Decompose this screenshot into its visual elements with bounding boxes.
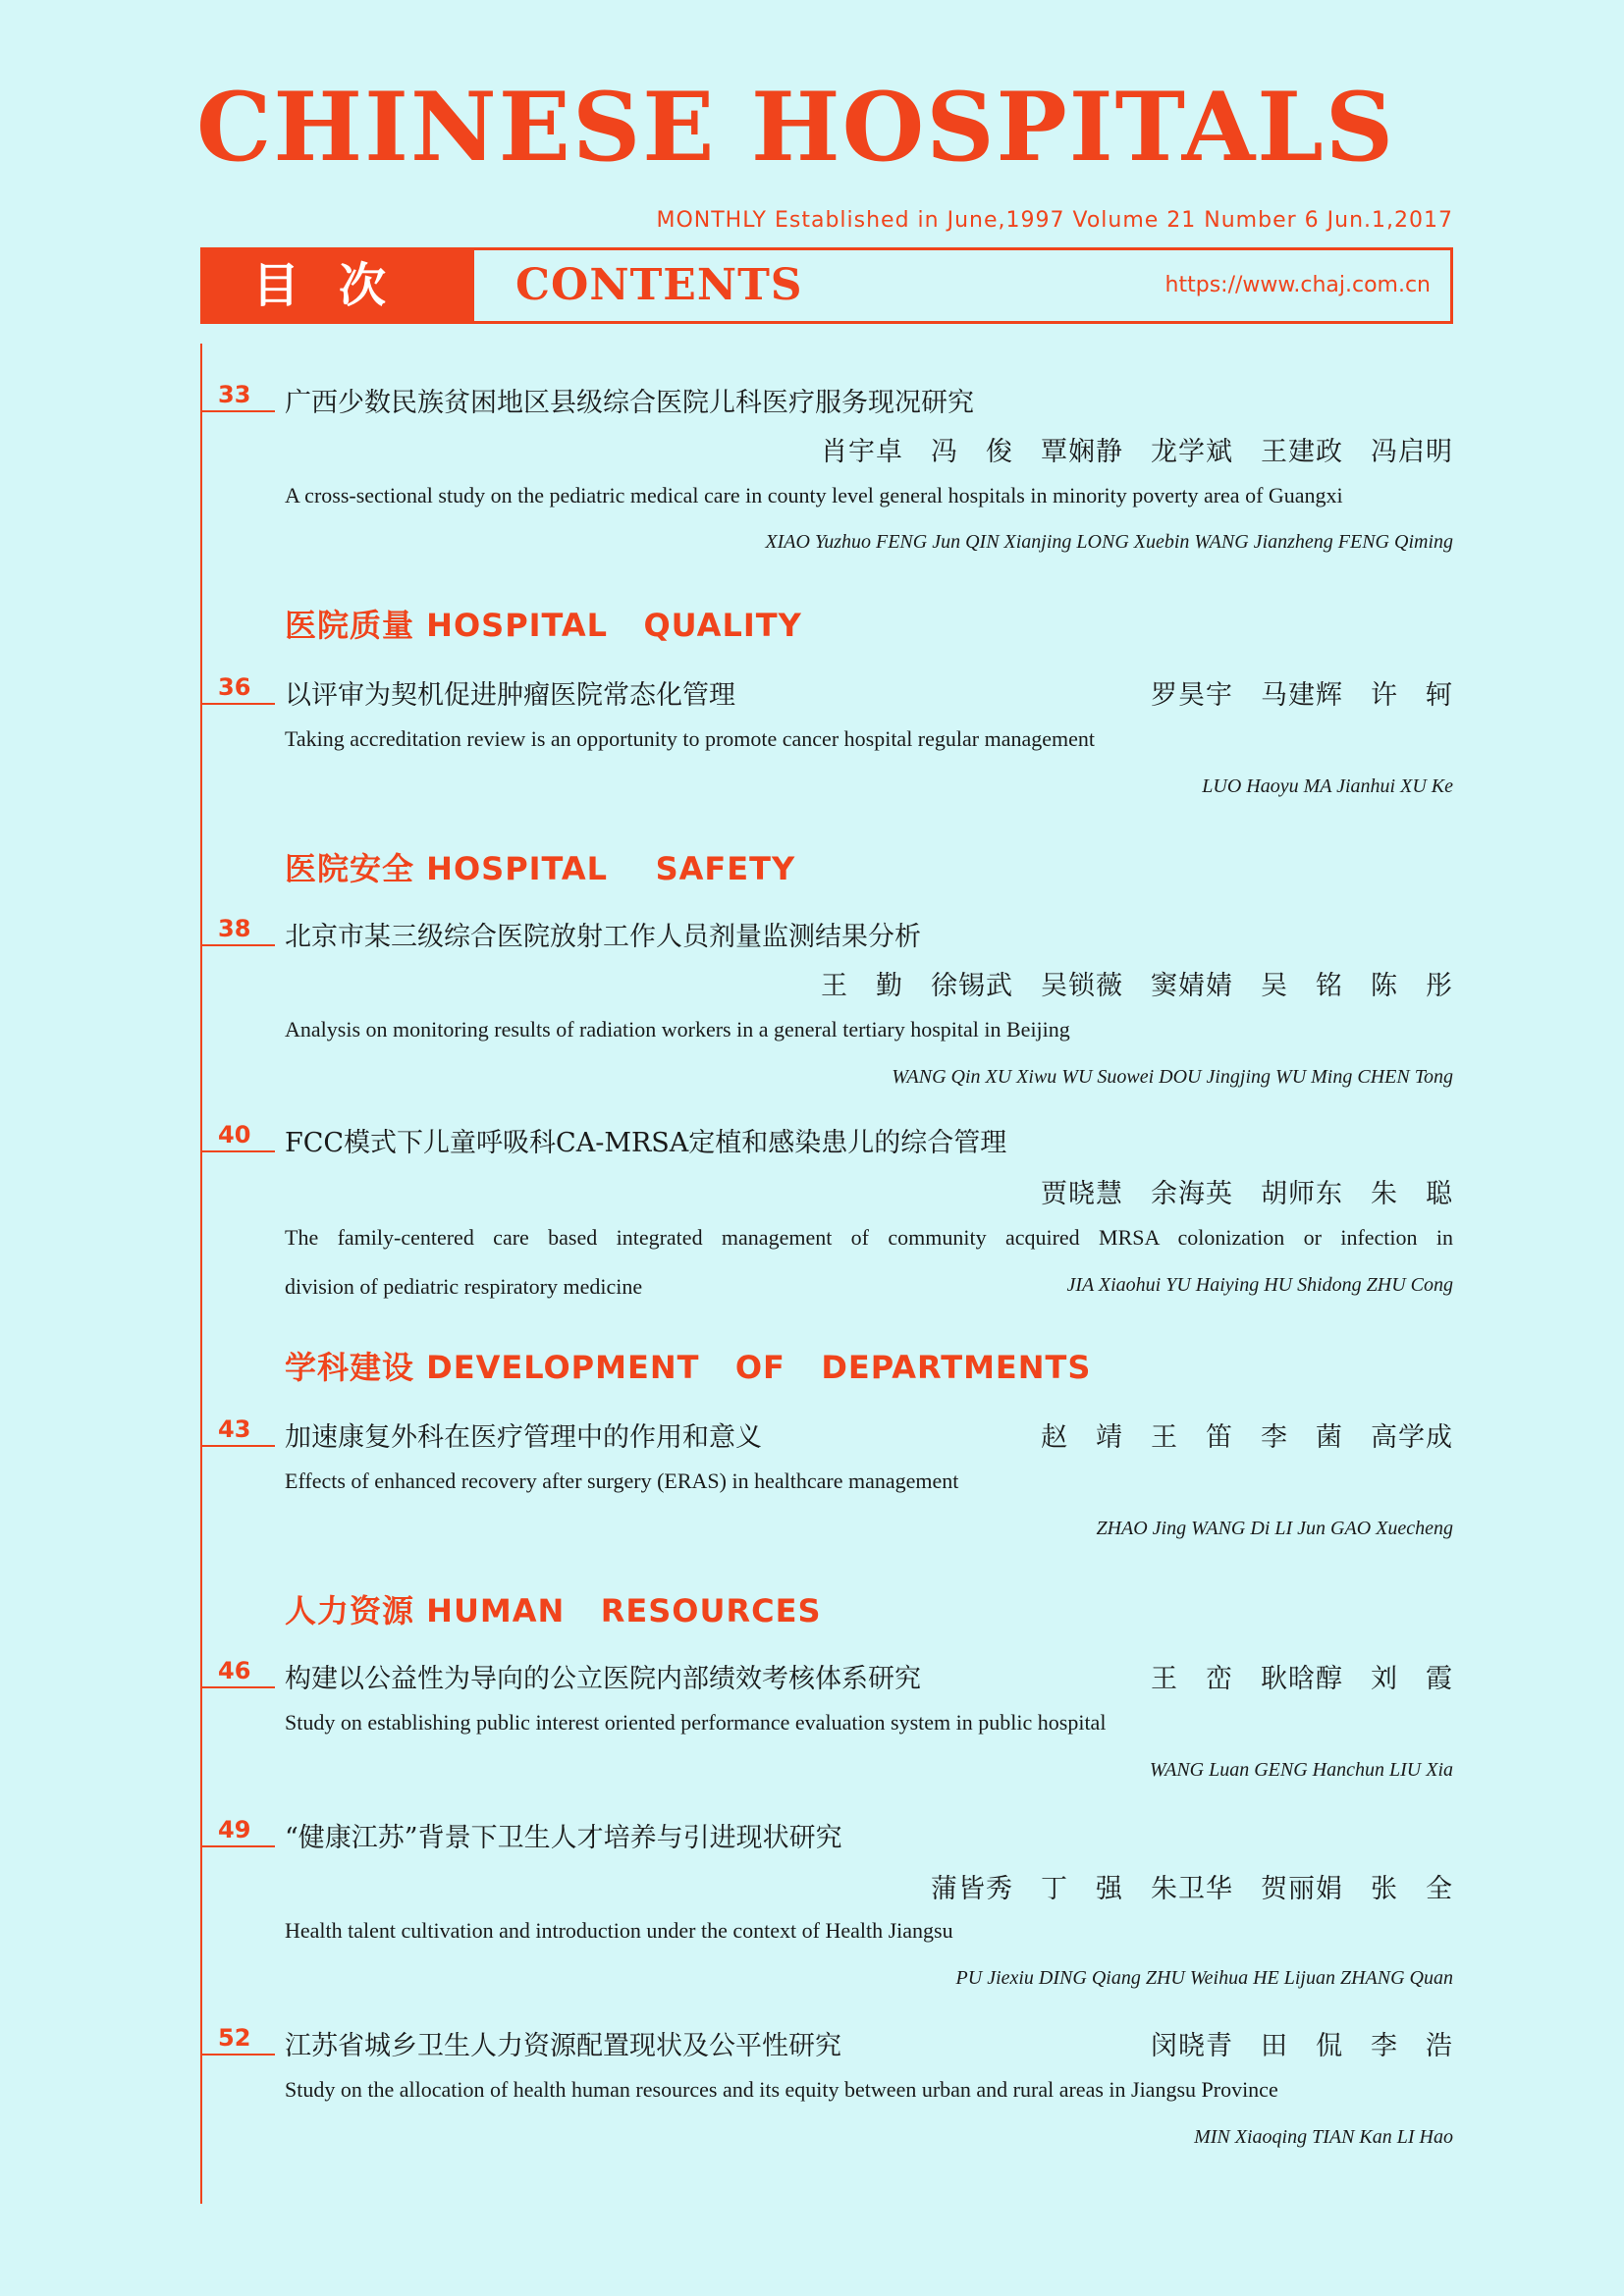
page-marker-line — [200, 703, 275, 705]
article-authors-en: XIAO Yuzhuo FENG Jun QIN Xianjing LONG Xuebin WANG Jianzheng FENG Qiming — [765, 531, 1453, 553]
section-heading-cn: 医院质量 — [285, 607, 415, 644]
page-marker-line — [200, 1150, 275, 1152]
section-heading-cn: 人力资源 — [285, 1592, 415, 1629]
article-authors-cn: 赵 靖 王 笛 李 菌 高学成 — [1041, 1422, 1453, 1453]
page-number: 43 — [218, 1415, 251, 1443]
section-heading-en: HOSPITAL QUALITY — [426, 607, 802, 644]
page-marker-line — [200, 1445, 275, 1447]
article-title-en[interactable]: Analysis on monitoring results of radiation workers in a general tertiary hospital in Beijing — [285, 1017, 1070, 1041]
article-authors-cn: 肖宇卓 冯 俊 覃娴静 龙学斌 王建政 冯启明 — [821, 437, 1453, 467]
contents-label-en: CONTENTS — [515, 260, 803, 310]
toc-margin-line — [200, 344, 202, 2204]
page-number: 36 — [218, 673, 251, 701]
article-authors-cn: 王 勤 徐锡武 吴锁薇 窦婧婧 吴 铭 陈 彤 — [821, 971, 1453, 1001]
page-number: 38 — [218, 915, 251, 942]
page-marker-line — [200, 2054, 275, 2056]
article-title-en[interactable]: Study on establishing public interest oriented performance evaluation system in public hospital — [285, 1710, 1107, 1735]
section-heading-en: HUMAN RESOURCES — [426, 1592, 822, 1629]
article-authors-en: WANG Luan GENG Hanchun LIU Xia — [1149, 1759, 1453, 1781]
section-heading-hospital-safety — [285, 844, 795, 889]
page-number: 52 — [218, 2024, 251, 2052]
article-title-cn[interactable]: 广西少数民族贫困地区县级综合医院儿科医疗服务现况研究 — [285, 388, 974, 418]
article-authors-cn: 王 峦 耿晗醇 刘 霞 — [1151, 1664, 1453, 1694]
article-title-cn[interactable]: 加速康复外科在医疗管理中的作用和意义 — [285, 1422, 762, 1453]
page-marker-line — [200, 1845, 275, 1847]
article-authors-en: WANG Qin XU Xiwu WU Suowei DOU Jingjing WU Ming CHEN Tong — [892, 1066, 1453, 1088]
article-authors-en: JIA Xiaohui YU Haiying HU Shidong ZHU Cong — [1066, 1274, 1453, 1296]
article-title-cn[interactable]: 江苏省城乡卫生人力资源配置现状及公平性研究 — [285, 2031, 841, 2061]
page-number: 33 — [218, 381, 251, 408]
contents-bar — [200, 247, 1453, 324]
article-title-en[interactable]: Taking accreditation review is an opportunity to promote cancer hospital regular management — [285, 726, 1095, 751]
section-heading-cn: 学科建设 — [285, 1349, 415, 1386]
page-number: 49 — [218, 1816, 251, 1843]
section-heading-en: DEVELOPMENT OF DEPARTMENTS — [426, 1349, 1092, 1386]
article-title-en-continued[interactable]: division of pediatric respiratory medicine — [285, 1274, 643, 1299]
page-number: 46 — [218, 1657, 251, 1684]
article-authors-en: MIN Xiaoqing TIAN Kan LI Hao — [1194, 2126, 1453, 2148]
contents-label-cn: 目次 — [203, 250, 474, 321]
article-authors-cn: 罗昊宇 马建辉 许 轲 — [1151, 680, 1453, 711]
article-title-en[interactable]: A cross-sectional study on the pediatric medical care in county level general hospitals in minority poverty area of Guangxi — [285, 483, 1343, 507]
page-marker-line — [200, 410, 275, 412]
article-title-cn[interactable]: 以评审为契机促进肿瘤医院常态化管理 — [285, 680, 735, 711]
article-authors-en: PU Jiexiu DING Qiang ZHU Weihua HE Lijuan ZHANG Quan — [955, 1967, 1453, 1989]
article-authors-cn: 贾晓慧 余海英 胡师东 朱 聪 — [1041, 1179, 1453, 1209]
article-authors-cn: 闵晓青 田 侃 李 浩 — [1151, 2031, 1453, 2061]
article-authors-cn: 蒲皆秀 丁 强 朱卫华 贺丽娟 张 全 — [931, 1874, 1453, 1904]
section-heading-development-of-departments — [285, 1343, 1091, 1388]
page-marker-line — [200, 1686, 275, 1688]
article-title-en[interactable]: Effects of enhanced recovery after surgery (ERAS) in healthcare management — [285, 1468, 959, 1493]
article-title-en[interactable]: Health talent cultivation and introduction under the context of Health Jiangsu — [285, 1918, 953, 1943]
section-heading-human-resources — [285, 1586, 822, 1631]
article-authors-en: ZHAO Jing WANG Di LI Jun GAO Xuecheng — [1096, 1518, 1453, 1539]
article-authors-en: LUO Haoyu MA Jianhui XU Ke — [1202, 775, 1453, 797]
section-heading-cn: 医院安全 — [285, 850, 415, 887]
article-title-cn[interactable]: “健康江苏”背景下卫生人才培养与引进现状研究 — [285, 1823, 842, 1853]
article-title-cn[interactable]: FCC模式下儿童呼吸科CA-MRSA定植和感染患儿的综合管理 — [285, 1128, 1007, 1158]
section-heading-hospital-quality — [285, 601, 802, 646]
article-title-en[interactable]: The family-centered care based integrated management of community acquired MRSA colonization or infection in — [285, 1225, 1453, 1250]
article-title-cn[interactable]: 构建以公益性为导向的公立医院内部绩效考核体系研究 — [285, 1664, 921, 1694]
issue-info: MONTHLY Established in June,1997 Volume 21 Number 6 Jun.1,2017 — [656, 208, 1453, 233]
journal-url-link[interactable]: https://www.chaj.com.cn — [1164, 273, 1431, 297]
page-marker-line — [200, 944, 275, 946]
journal-title: CHINESE HOSPITALS — [196, 72, 1396, 183]
section-heading-en: HOSPITAL SAFETY — [426, 850, 796, 887]
page-number: 40 — [218, 1121, 251, 1148]
article-title-cn[interactable]: 北京市某三级综合医院放射工作人员剂量监测结果分析 — [285, 922, 921, 952]
article-title-en[interactable]: Study on the allocation of health human resources and its equity between urban and rural areas in Jiangsu Province — [285, 2077, 1278, 2102]
